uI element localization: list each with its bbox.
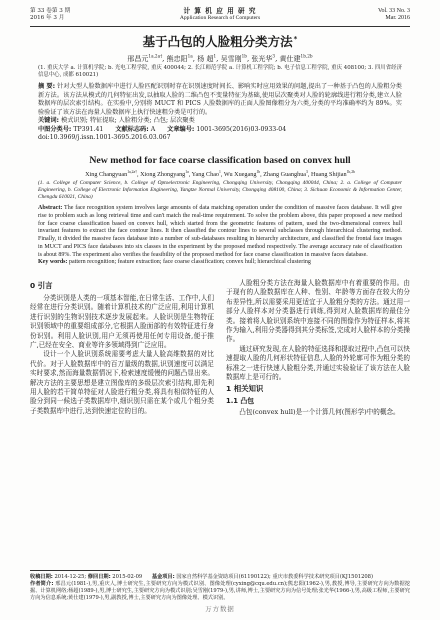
author-separator: , xyxy=(192,54,198,63)
author-name: Huang Shijian xyxy=(311,171,347,179)
keywords-en-label: Key words: xyxy=(38,259,68,266)
paragraph: 通过研究发现,在人脸的特征选择和提取过程中,凸包可以快速提取人脸的几何形状特征信息,人脸的外轮廓可作为粗分类的标准之一进行快速人脸粗分类,并通过实验验证了该方法在人脸数据库上是可行的。 xyxy=(226,344,410,382)
date-cn: 2016 年 3 月 xyxy=(30,15,65,22)
received-date: 2014-12-25; xyxy=(54,574,87,580)
author-name: 杨 超 xyxy=(197,54,214,63)
paper-title-cn-text: 基于凸包的人脸粗分类方法 xyxy=(142,33,293,49)
date-en: Mar. 2016 xyxy=(385,15,410,22)
author-name: Xing Changyuan xyxy=(85,171,128,179)
paper-title-en: New method for face coarse classification based on convex hull xyxy=(89,154,351,166)
clc-label: 中图分类号: xyxy=(38,125,72,133)
front-matter xyxy=(30,34,410,279)
author-name: 熊忠阳 xyxy=(166,54,188,63)
author-separator: , xyxy=(188,171,192,179)
author-separator: , xyxy=(307,171,311,179)
doc-code-label: 文献标志码: xyxy=(115,125,149,133)
paragraph: 设计一个人脸识别系统需要考虑大量人脸高维数据的对比代价。对于人脸数据库中的百万量级的数据,识别速度可以满足实时要求,然而海量数据情况下,检索速度缓慢的问题凸显出来。解决方法的主要思想是建立图像库的多级层次索引结构,即先利用人脸的若干简单特征对人脸进行粗分类,将具有相似特征的人脸分到同一候选子类数据库中,细识别只需在某个或几个粗分类子类数据库中进行,达到快速定位的目的。 xyxy=(30,350,214,415)
abstract-cn-label: 摘 要: xyxy=(38,83,56,91)
section-heading-introduction: 0 引言 xyxy=(30,280,53,290)
volume-issue-en: Vol. 33 No. 3 xyxy=(377,8,410,14)
paragraph: 人脸粗分类方法在海量人脸数据库中有着重要的作用。由于现有的人脸数据库在人种、性别、年龄等方面存在较大的分布差异性,所以需要采用更适宜于人脸粗分类的方法。通过用一部分人脸样本对分类器进行训练,得到对人脸数据库的最佳分类。接着将人脸识别系统中连接不同的图像作为特征样本,将其作为输入,利用分类器得到其分类标签,完成对人脸样本的分类操作。 xyxy=(226,278,410,344)
running-header-issue-en xyxy=(300,8,410,23)
author-name: 吴雪刚 xyxy=(220,54,242,63)
bio-label: 作者简介: xyxy=(30,581,54,587)
body-column-right xyxy=(226,279,410,566)
footnote-rule xyxy=(30,570,120,571)
abstract-en-text: The face recognition system involves large amounts of data matching operation under the condition of massive faces database. It will give rise to problem such as long retrieval time and can't match the real-time requirement. To solve the problem above, this paper proposed a new method for face coarse classification based on convex hull, which started from the geometric features of pattern, used the two-dimensional convex hull invariant features to extract the face contour lines. It then classified the contour lines to several subclasses through hierarchical clustering method. Finally, it divided the massive faces database into a number of sub-databases resulting in hierarchy architecture, and classified the frontal face images in MUCT and PICS face databases into six classes in the experiment by the proposed method respectively. The average accuracy rate of classification is about 89%. The experiment also verifies the feasibility of the proposed method for face coarse classification in massive faces database. xyxy=(38,205,402,258)
author-affiliation-mark: 1a xyxy=(185,170,189,175)
journal-name-cn: 计 算 机 应 用 研 究 xyxy=(183,7,257,15)
running-header xyxy=(30,8,410,27)
author-affiliation-mark: 1 xyxy=(213,53,217,59)
paper-title-cn xyxy=(30,34,410,50)
section-heading-related-knowledge: 1 相关知识 xyxy=(226,384,264,394)
author-list-en xyxy=(30,171,410,180)
revised-date: 2015-02-09 xyxy=(112,574,143,580)
author-separator: , xyxy=(136,171,141,179)
author-affiliation-mark: 3 xyxy=(306,170,308,175)
footnote-dates-funding xyxy=(30,574,410,581)
author-name: 邢昌元 xyxy=(127,54,149,63)
keywords-en xyxy=(38,259,402,267)
subsection-heading-convex-hull: 1.1 凸包 xyxy=(226,397,255,406)
abstract-cn-text: 针对大型人脸数据库中进行人脸匹配识别时存在识别速度时间长、影响实时应用效果的问题,提出了一种基于凸包的人脸粗分类新方法。该方法从模式的几何特征出发,以抽取人脸的二维凸包不变量特征为基础,使用层次聚类对人脸的轮廓线进行粗分类,建立人脸数据库的层次索引结构。在实验中,分别将 MUCT 和 PICS 人脸数据库的正面人脸图像粗分为六类,分类的平均准确率约为 89%。实验验证了该方法在海量人脸数据库上执行快速粗分类是可行的。 xyxy=(38,83,402,116)
keywords-cn xyxy=(38,117,402,126)
body-columns xyxy=(30,279,410,566)
paragraph: 分类识别是人类的一项基本智能,在日常生活、工作中,人们经常在进行分类识别。随着计算机技术的广泛应用,利用计算机进行识别的生物识别技术逐步发展起来。人脸识别是生物特征识别领域中的重要组成部分,它根据人脸面部的有效特征进行身份识别。利用人脸识别,用户无须再使用任何专用设备,便于推广,已经在安全、商业等许多领域得到广泛应用。 xyxy=(30,293,214,349)
paragraph: 凸包(convex hull)是一个计算几何(图形学)中的概念。 xyxy=(239,407,400,416)
abstract-cn xyxy=(38,83,402,117)
running-header-issue-cn xyxy=(30,8,140,23)
abstract-en-label: Abstract: xyxy=(38,205,63,212)
author-name: Wu Xuegang xyxy=(223,171,257,179)
funding-text: 国家自然科学基金资助项目(61190122); 重庆市教委科学技术研究项目(KJ1501208) xyxy=(176,574,374,580)
footnote-author-bio xyxy=(30,581,410,602)
body-column-left xyxy=(30,279,214,566)
doi: doi:10.3969/j.issn.1001-3695.2016.03.067 xyxy=(38,134,171,142)
author-affiliation-mark: 1a xyxy=(187,53,193,59)
author-separator: , xyxy=(162,54,167,63)
author-list-cn xyxy=(30,54,410,64)
keywords-cn-text: 模式识别; 特征提取; 人脸粗分类; 凸包; 层次聚类 xyxy=(61,117,195,125)
volume-issue-cn: 第 33 卷第 3 期 xyxy=(30,8,71,14)
author-affiliation-mark: 1b xyxy=(256,170,261,175)
author-name: Yang Chao xyxy=(191,171,220,179)
author-name: Zhang Guanghua xyxy=(263,171,307,179)
journal-name-en: Application Research of Computers xyxy=(179,15,261,22)
doc-code-value: A xyxy=(150,125,156,133)
funding-label: 基金项目: xyxy=(151,574,175,580)
author-affiliation-mark: 1b,2b xyxy=(346,170,355,175)
author-affiliation-mark: 1b,2b xyxy=(300,53,313,59)
title-footnote-mark: * xyxy=(293,34,298,43)
affiliations-en: (1. a. College of Computer Science, b. College of Optoelectronic Engineering, Chongqing University, Chongqing 400044, China; 2. a. College of Computer Engineering, b. College of Electronic Information Engineering, Yangtze Normal University, Chongqing 408100, China; 3. Sichuan Economic & Information Center, Chengdu 610021, China) xyxy=(38,179,402,201)
author-name: 张光华 xyxy=(251,54,273,63)
author-affiliation-mark: 1a,2a† xyxy=(127,170,137,175)
author-affiliation-mark: 1b xyxy=(241,53,247,59)
article-no-label: 文章编号: xyxy=(167,125,195,133)
author-affiliation-mark: 1 xyxy=(219,170,221,175)
author-separator: , xyxy=(246,54,252,63)
abstract-block-cn xyxy=(30,83,410,143)
author-name: Xiong Zhongyang xyxy=(140,171,186,179)
article-no-value: 1001-3695(2016)03-0933-04 xyxy=(196,125,287,133)
keywords-en-text: pattern recognition; feature extraction; face coarse classification; convex hull; hierarchical clustering xyxy=(69,259,311,266)
classification-line xyxy=(38,126,402,135)
clc-value: TP391.41 xyxy=(73,125,104,133)
author-name: 黄仕建 xyxy=(279,54,301,63)
revised-label: 修回日期: xyxy=(87,574,111,580)
author-affiliation-mark: 3 xyxy=(272,53,276,59)
wanfang-watermark: 万方数据 xyxy=(205,605,235,613)
abstract-en xyxy=(38,205,402,259)
author-separator: , xyxy=(260,171,264,179)
author-separator: , xyxy=(216,54,221,63)
abstract-block-en xyxy=(30,205,410,267)
bio-text: 邢昌元(1981-),男,重庆人,博士研究生,主要研究方向为模式识别、图像处理(cyxing@cqu.edu.cn);熊忠阳(1962-),男,教授,博导,主要研究方向为数据挖掘、计算机网络;杨超(1989-),男,博士研究生,主要研究方向为模式识别;吴雪刚(1979-),男,讲师,博士,主要研究方向为信号处理;张光华(1966-),男,高级工程师,主要研究方向为信息系统;黄仕建(1979-),男,副教授,博士,主要研究方向为图像处理、模式识别。 xyxy=(30,581,411,601)
footnote xyxy=(30,570,410,602)
affiliations-cn: (1. 重庆大学 a. 计算机学院; b. 光电工程学院, 重庆 400044; 2. 长江师范学院 a. 计算机工程学院; b. 电子信息工程学院, 重庆 408100; 3. 四川省经济信息中心, 成都 610021) xyxy=(38,64,402,79)
author-affiliation-mark: 1a,2a† xyxy=(148,53,163,59)
keywords-cn-label: 关键词: xyxy=(38,117,60,125)
received-label: 收稿日期: xyxy=(30,574,53,580)
running-header-journal xyxy=(140,8,300,23)
author-separator: , xyxy=(220,171,224,179)
author-separator: , xyxy=(275,54,280,63)
